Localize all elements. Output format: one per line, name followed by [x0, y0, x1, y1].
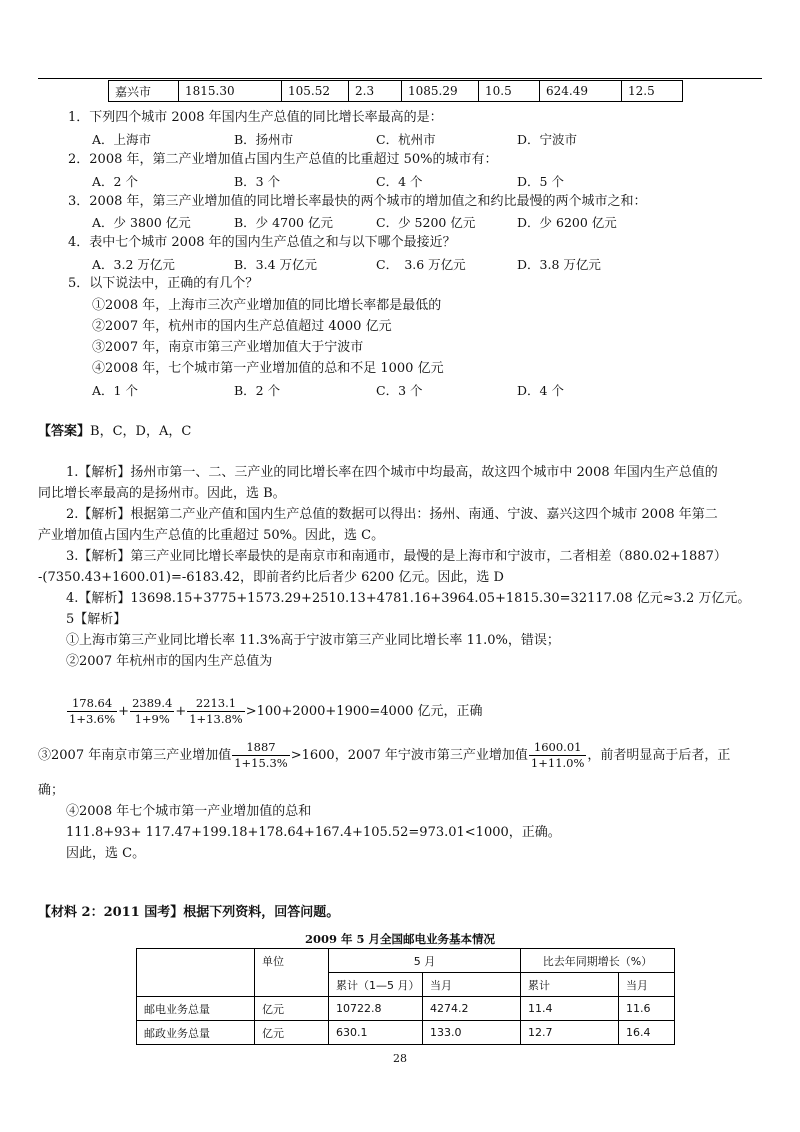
question-3-option-a: A．少 3800 亿元: [92, 215, 191, 230]
analysis-2-line-2: 产业增加值占国内生产总值的比重超过 50%。因此，选 C。: [38, 528, 385, 543]
analysis-5-statement-4-calc: 111.8+93+ 117.47+199.18+178.64+167.4+105.52=973.01<1000，正确。: [66, 825, 561, 840]
question-1-option-d: D．宁波市: [517, 132, 578, 147]
row-growth-cumulative: 11.4: [521, 997, 619, 1021]
table-cell: 1085.29: [402, 81, 479, 102]
table-header-row: [137, 949, 675, 973]
denominator: 1+15.3%: [234, 756, 288, 770]
denominator: 1+3.6%: [69, 712, 116, 726]
row-name: 邮政业务总量: [137, 1021, 255, 1045]
row-name: 邮电业务总量: [137, 997, 255, 1021]
q5-statement-3: ③2007 年，南京市第三产业增加值大于宁波市: [92, 340, 364, 355]
analysis-5-statement-1: ①上海市第三产业同比增长率 11.3%高于宁波市第三产业同比增长率 11.0%，错误；: [66, 633, 560, 648]
table-header-growth: 比去年同期增长（%）: [521, 949, 675, 973]
numerator: 2213.1: [187, 696, 245, 712]
material-2-heading: 【材料 2：2011 国考】根据下列资料，回答问题。: [38, 905, 340, 920]
question-5-option-d: D．4 个: [517, 383, 564, 398]
denominator: 1+11.0%: [530, 756, 585, 770]
fraction: [232, 740, 290, 771]
analysis-5-heading: 5【解析】: [66, 612, 127, 627]
question-4-option-d: D．3.8 万亿元: [517, 257, 601, 272]
question-4-option-c: C． 3.6 万亿元: [376, 257, 466, 272]
postal-telecom-table: [136, 948, 675, 1045]
statement-3-end: 确；: [38, 783, 65, 798]
row-month: 4274.2: [423, 997, 521, 1021]
equation-hangzhou-gdp: $\frac{178.64}{1+3.6\%}$ + $\frac{2389.4}{1+9\%}$ + $\frac{2213.1}{1+13.8\%}$ >100+2000+1900=4000 亿元，正确: [69, 696, 483, 726]
fraction: [529, 740, 587, 771]
table-cell: 105.52: [282, 81, 349, 102]
table-cell: 嘉兴市: [109, 81, 179, 102]
question-3-option-b: B．少 4700 亿元: [234, 215, 333, 230]
numerator: 2389.4: [132, 696, 173, 710]
analysis-1-line-1: 1.【解析】扬州市第一、二、三产业的同比增长率在四个城市中均最高，故这四个城市中 2008 年国内生产总值的: [66, 465, 718, 480]
analysis-4-line-1: 4.【解析】13698.15+3775+1573.29+2510.13+4781.16+3964.05+1815.30=32117.08 亿元≈3.2 万亿元。: [66, 591, 751, 606]
table-header-unit: 单位: [255, 949, 329, 997]
fraction: [187, 696, 245, 727]
question-5-option-a: A．1 个: [92, 383, 138, 398]
question-3-option-c: C．少 5200 亿元: [376, 215, 476, 230]
row-growth-month: 11.6: [619, 997, 675, 1021]
statement-3-suffix: ，前者明显高于后者，正: [587, 748, 731, 763]
analysis-3-line-2: -(7350.43+1600.01)=-6183.42，即前者约比后者少 6200 亿元。因此，选 D: [38, 570, 504, 585]
table-subheader-month: 当月: [423, 973, 521, 997]
analysis-5-statement-2: ②2007 年杭州市的国内生产总值为: [66, 654, 273, 669]
question-2-stem: 2．2008 年，第二产业增加值占国内生产总值的比重超过 50%的城市有：: [68, 152, 498, 167]
question-4-stem: 4．表中七个城市 2008 年的国内生产总值之和与以下哪个最接近？: [68, 235, 456, 250]
statement-3-prefix: ③2007 年南京市第三产业增加值: [38, 748, 232, 763]
table-header-may: 5 月: [329, 949, 521, 973]
fraction: [67, 696, 117, 727]
table-cell: 12.5: [622, 81, 683, 102]
row-growth-cumulative: 12.7: [521, 1021, 619, 1045]
table-subheader-cumulative: 累计（1—5 月）: [329, 973, 423, 997]
analysis-5-conclusion: 因此，选 C。: [66, 846, 146, 861]
fraction: [130, 696, 174, 727]
table-subheader-month-growth: 当月: [619, 973, 675, 997]
header-rule: [38, 78, 762, 79]
page-number: 28: [393, 1052, 407, 1065]
table-header-empty: [137, 949, 255, 997]
question-2-option-b: B．3 个: [234, 174, 281, 189]
question-2-option-a: A．2 个: [92, 174, 138, 189]
answer-line: [38, 423, 191, 441]
question-1-option-b: B．扬州市: [234, 132, 294, 147]
analysis-3-line-1: 3.【解析】第三产业同比增长率最快的是南京市和南通市，最慢的是上海市和宁波市，二者相差（880.02+1887）: [66, 549, 727, 564]
question-5-option-b: B．2 个: [234, 383, 281, 398]
table-cell: 10.5: [479, 81, 540, 102]
numerator: 1600.01: [529, 740, 587, 756]
equation-result: >100+2000+1900=4000 亿元，正确: [245, 704, 483, 719]
table-cell: 1815.30: [179, 81, 282, 102]
answer-text: B，C，D，A，C: [90, 424, 192, 439]
row-unit: 亿元: [255, 997, 329, 1021]
table-caption: 2009 年 5 月全国邮电业务基本情况: [304, 932, 496, 946]
q5-statement-4: ④2008 年，七个城市第一产业增加值的总和不足 1000 亿元: [92, 361, 444, 376]
row-unit: 亿元: [255, 1021, 329, 1045]
answer-label: 【答案】: [38, 424, 91, 439]
question-2-option-d: D．5 个: [517, 174, 564, 189]
table-row: [137, 997, 675, 1021]
row-cumulative: 630.1: [329, 1021, 423, 1045]
numerator: 178.64: [67, 696, 117, 712]
q5-statement-1: ①2008 年，上海市三次产业增加值的同比增长率都是最低的: [92, 298, 442, 313]
question-5-option-c: C．3 个: [376, 383, 423, 398]
denominator: 1+13.8%: [189, 712, 243, 726]
question-3-option-d: D．少 6200 亿元: [517, 215, 617, 230]
city-data-table-fragment: [108, 80, 683, 102]
analysis-1-line-2: 同比增长率最高的是扬州市。因此，选 B。: [38, 486, 286, 501]
numerator: 1887: [232, 740, 290, 756]
table-row: [109, 81, 683, 102]
question-3-stem: 3．2008 年，第三产业增加值的同比增长率最快的两个城市的增加值之和约比最慢的两个城市之和：: [68, 194, 647, 209]
row-cumulative: 10722.8: [329, 997, 423, 1021]
equation-tertiary-comparison: [38, 740, 730, 771]
question-4-option-b: B．3.4 万亿元: [234, 257, 318, 272]
row-month: 133.0: [423, 1021, 521, 1045]
row-growth-month: 16.4: [619, 1021, 675, 1045]
question-4-option-a: A．3.2 万亿元: [92, 257, 175, 272]
statement-3-middle: >1600，2007 年宁波市第三产业增加值: [290, 748, 528, 763]
question-1-option-a: A．上海市: [92, 132, 152, 147]
question-5-stem: 5．以下说法中，正确的有几个？: [68, 276, 259, 291]
question-2-option-c: C．4 个: [376, 174, 423, 189]
analysis-2-line-1: 2.【解析】根据第二产业产值和国内生产总值的数据可以得出：扬州、南通、宁波、嘉兴这四个城市 2008 年第二: [66, 507, 718, 522]
table-subheader-cumulative-growth: 累计: [521, 973, 619, 997]
table-cell: 2.3: [349, 81, 402, 102]
analysis-5-statement-4: ④2008 年七个城市第一产业增加值的总和: [66, 804, 312, 819]
q5-statement-2: ②2007 年，杭州市的国内生产总值超过 4000 亿元: [92, 319, 392, 334]
question-1-option-c: C．杭州市: [376, 132, 436, 147]
table-row: [137, 1021, 675, 1045]
table-cell: 624.49: [540, 81, 622, 102]
denominator: 1+9%: [134, 712, 170, 726]
question-1-stem: 1．下列四个城市 2008 年国内生产总值的同比增长率最高的是：: [68, 110, 443, 125]
